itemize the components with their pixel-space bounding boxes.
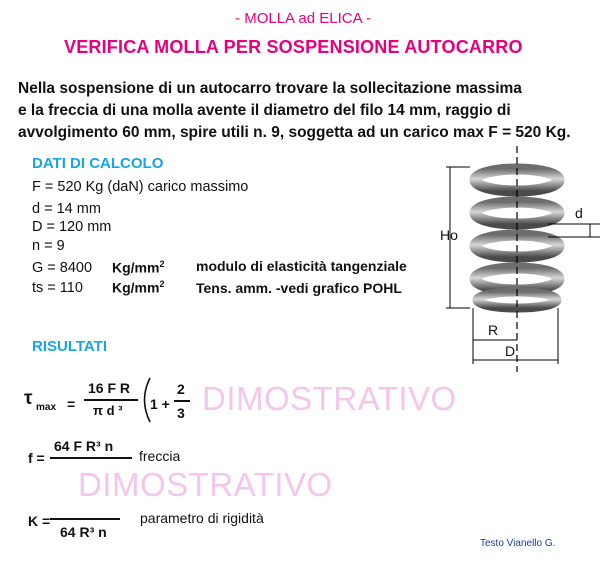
tau-symbol: τ: [24, 388, 33, 409]
label-d: d: [575, 205, 583, 221]
f-description: freccia: [139, 448, 181, 464]
paren-numerator: 2: [177, 381, 185, 397]
watermark: DIMOSTRATIVO: [78, 466, 333, 503]
data-ts: ts = 110: [32, 280, 83, 296]
credit: Testo Vianello G.: [480, 538, 556, 549]
data-n: n = 9: [32, 238, 65, 254]
data-G-unit: $Kg/mm^2$: [112, 259, 165, 276]
k-denominator: 64 R³ n: [60, 524, 107, 540]
data-D: D = 120 mm: [32, 219, 112, 235]
problem-line: Nella sospensione di un autocarro trovare la sollecitazione massima: [18, 80, 522, 97]
tau-numerator: 16 F R: [88, 380, 131, 396]
one-plus: 1 +: [150, 396, 170, 412]
k-fraction-bar: [50, 518, 120, 520]
data-d: d = 14 mm: [32, 201, 101, 217]
f-numerator: 64 F R³ n: [54, 438, 114, 454]
risultati-heading: RISULTATI: [32, 338, 107, 355]
page-title: VERIFICA MOLLA PER SOSPENSIONE AUTOCARRO: [64, 37, 523, 57]
label-r: R: [488, 322, 499, 338]
k-lhs: K =: [28, 513, 51, 529]
tau-equals: =: [67, 396, 76, 412]
tau-fraction-bar: [84, 399, 138, 401]
paren-fraction-bar: [174, 400, 190, 402]
paren-denominator: 3: [177, 405, 185, 421]
k-description: parametro di rigidità: [140, 510, 264, 526]
data-ts-desc: Tens. amm. -vedi grafico POHL: [196, 280, 402, 296]
problem-statement: [18, 78, 606, 144]
f-fraction-bar: [50, 457, 132, 459]
dati-heading: DATI DI CALCOLO: [32, 155, 164, 172]
problem-line: avvolgimento 60 mm, spire utili n. 9, soggetta ad un carico max F = 520 Kg.: [18, 124, 571, 141]
spring-diagram: [440, 140, 606, 372]
watermark: DIMOSTRATIVO: [202, 380, 457, 417]
data-G-desc: modulo di elasticità tangenziale: [196, 258, 407, 274]
tau-denominator: π d ³: [93, 403, 123, 418]
label-D: D: [505, 343, 516, 359]
data-ts-unit: $Kg/mm^2$: [112, 279, 165, 296]
data-F: F = 520 Kg (daN) carico massimo: [32, 179, 249, 195]
f-lhs: f =: [28, 450, 45, 466]
tau-subscript: max: [36, 402, 57, 413]
label-ho: Ho: [440, 227, 458, 243]
subtitle: - MOLLA ad ELICA -: [235, 10, 371, 27]
data-G: G = 8400: [32, 260, 93, 276]
problem-line: e la freccia di una molla avente il diametro del filo 14 mm, raggio di: [18, 102, 511, 119]
